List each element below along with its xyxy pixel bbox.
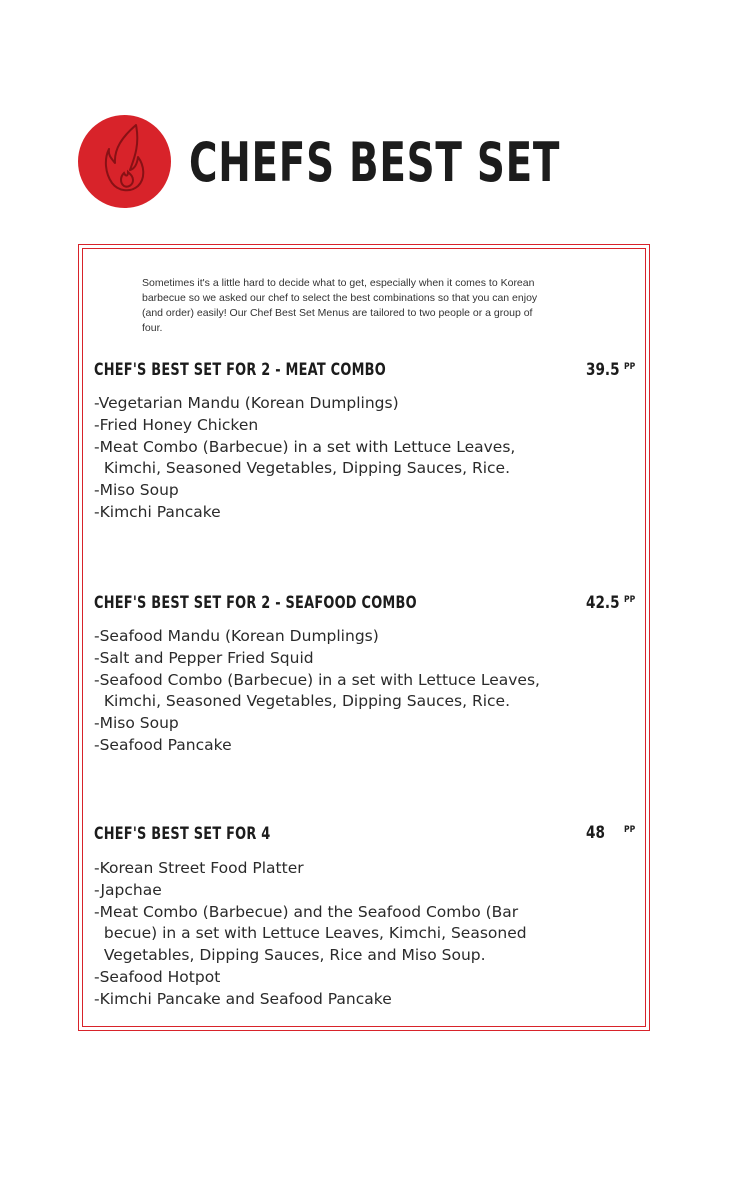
list-item: -Miso Soup bbox=[94, 481, 179, 500]
list-item: Vegetables, Dipping Sauces, Rice and Miso Soup. bbox=[94, 946, 486, 965]
list-item: -Seafood Pancake bbox=[94, 735, 232, 754]
set-items-seafood-combo bbox=[94, 626, 594, 757]
list-item: -Seafood Hotpot bbox=[94, 967, 221, 986]
list-item: becue) in a set with Lettuce Leaves, Kimchi, Seasoned bbox=[94, 924, 527, 943]
intro-line: four. bbox=[142, 322, 163, 334]
price-unit: PP bbox=[624, 362, 636, 372]
set-title-meat-combo: CHEF'S BEST SET FOR 2 - MEAT COMBO bbox=[94, 360, 386, 380]
list-item: -Meat Combo (Barbecue) in a set with Lettuce Leaves, bbox=[94, 437, 516, 456]
list-item: -Salt and Pepper Fried Squid bbox=[94, 648, 314, 667]
list-item: -Kimchi Pancake and Seafood Pancake bbox=[94, 989, 392, 1008]
set-price-meat-combo: 39.5 bbox=[586, 360, 620, 380]
list-item: -Seafood Combo (Barbecue) in a set with Lettuce Leaves, bbox=[94, 670, 540, 689]
list-item: Kimchi, Seasoned Vegetables, Dipping Sauces, Rice. bbox=[94, 692, 511, 711]
list-item: Kimchi, Seasoned Vegetables, Dipping Sauces, Rice. bbox=[94, 459, 511, 478]
list-item: -Korean Street Food Platter bbox=[94, 859, 304, 877]
list-item: -Meat Combo (Barbecue) and the Seafood Combo (Bar bbox=[94, 902, 519, 921]
list-item: -Vegetarian Mandu (Korean Dumplings) bbox=[94, 394, 399, 412]
intro-line: Sometimes it's a little hard to decide what to get, especially when it comes to Korean bbox=[142, 277, 535, 289]
list-item: -Japchae bbox=[94, 880, 162, 899]
set-title-for-4: CHEF'S BEST SET FOR 4 bbox=[94, 824, 271, 844]
intro-line: (and order) easily! Our Chef Best Set Menus are tailored to two people or a group of bbox=[142, 307, 533, 319]
page-title: CHEFS BEST SET bbox=[189, 131, 561, 194]
set-items-meat-combo bbox=[94, 393, 594, 524]
list-item: -Miso Soup bbox=[94, 714, 179, 733]
set-price-seafood-combo: 42.5 bbox=[586, 593, 620, 613]
intro-line: barbecue so we asked our chef to select the best combinations so that you can enjoy bbox=[142, 292, 538, 304]
menu-header bbox=[78, 115, 678, 210]
list-item: -Seafood Mandu (Korean Dumplings) bbox=[94, 627, 379, 645]
set-price-for-4: 48 bbox=[586, 823, 605, 843]
set-title-seafood-combo: CHEF'S BEST SET FOR 2 - SEAFOOD COMBO bbox=[94, 593, 417, 613]
intro-text bbox=[142, 276, 590, 336]
list-item: -Fried Honey Chicken bbox=[94, 415, 259, 434]
list-item: -Kimchi Pancake bbox=[94, 502, 221, 521]
price-unit: PP bbox=[624, 825, 636, 835]
set-items-for-4 bbox=[94, 858, 594, 1011]
flame-icon bbox=[78, 115, 171, 208]
price-unit: PP bbox=[624, 595, 636, 605]
